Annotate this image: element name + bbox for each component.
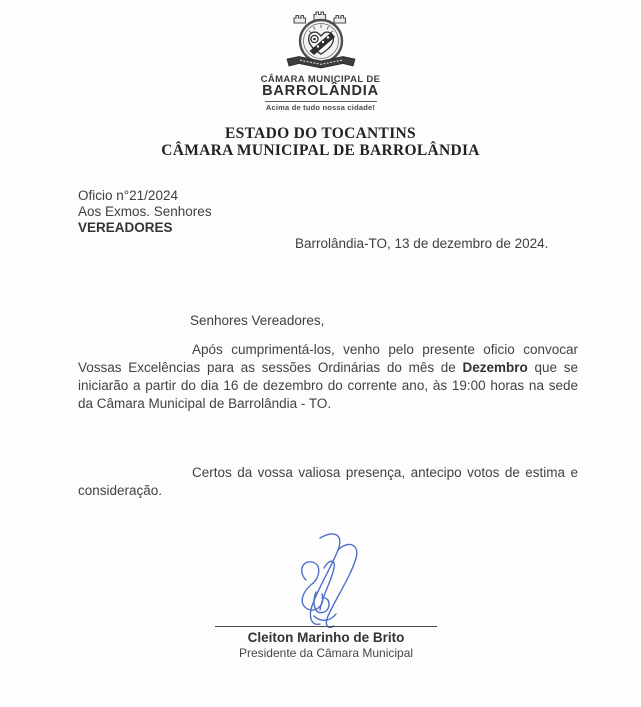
paragraph1-text-end: que se iniciarão a partir do dia 16 de dezembro do corrente ano, às 19:00 horas na sede da Câmara Municipal de Barrolândia - TO. bbox=[78, 360, 578, 411]
addressee-line: Aos Exmos. Senhores bbox=[78, 203, 212, 219]
logo-org-line2: BARROLÂNDIA bbox=[262, 83, 379, 99]
body-paragraph-1 bbox=[78, 341, 578, 413]
body-paragraph-2: Certos da vossa valiosa presença, antecipo votos de estima e consideração. bbox=[78, 465, 578, 498]
recipient-block bbox=[78, 188, 212, 235]
letterhead bbox=[0, 126, 641, 159]
logo-divider bbox=[265, 101, 377, 102]
logo-motto: Acima de tudo nossa cidade! bbox=[265, 103, 376, 112]
paragraph1-text-start: Após cumprimentá-los, venho pelo presente oficio convocar Vossas Excelências para as sessões Ordinárias do mês de bbox=[78, 342, 578, 375]
addressee-name: VEREADORES bbox=[78, 219, 173, 235]
municipal-logo bbox=[0, 10, 641, 112]
salutation: Senhores Vereadores, bbox=[190, 313, 325, 328]
logo-org-line1: CÂMARA MUNICIPAL DE bbox=[260, 74, 381, 85]
document-number: Oficio n°21/2024 bbox=[78, 188, 178, 203]
paragraph1-bold-month: Dezembro bbox=[462, 360, 528, 375]
signer-name: Cleiton Marinho de Brito bbox=[247, 630, 405, 645]
signature-line bbox=[215, 626, 437, 627]
letterhead-chamber: CÂMARA MUNICIPAL DE BARROLÂNDIA bbox=[161, 141, 480, 159]
signer-title: Presidente da Câmara Municipal bbox=[238, 646, 414, 660]
letterhead-state: ESTADO DO TOCANTINS bbox=[225, 125, 416, 142]
handwritten-signature-icon bbox=[268, 528, 388, 634]
coat-of-arms-icon bbox=[269, 10, 373, 72]
date-line: Barrolândia-TO, 13 de dezembro de 2024. bbox=[295, 236, 549, 251]
